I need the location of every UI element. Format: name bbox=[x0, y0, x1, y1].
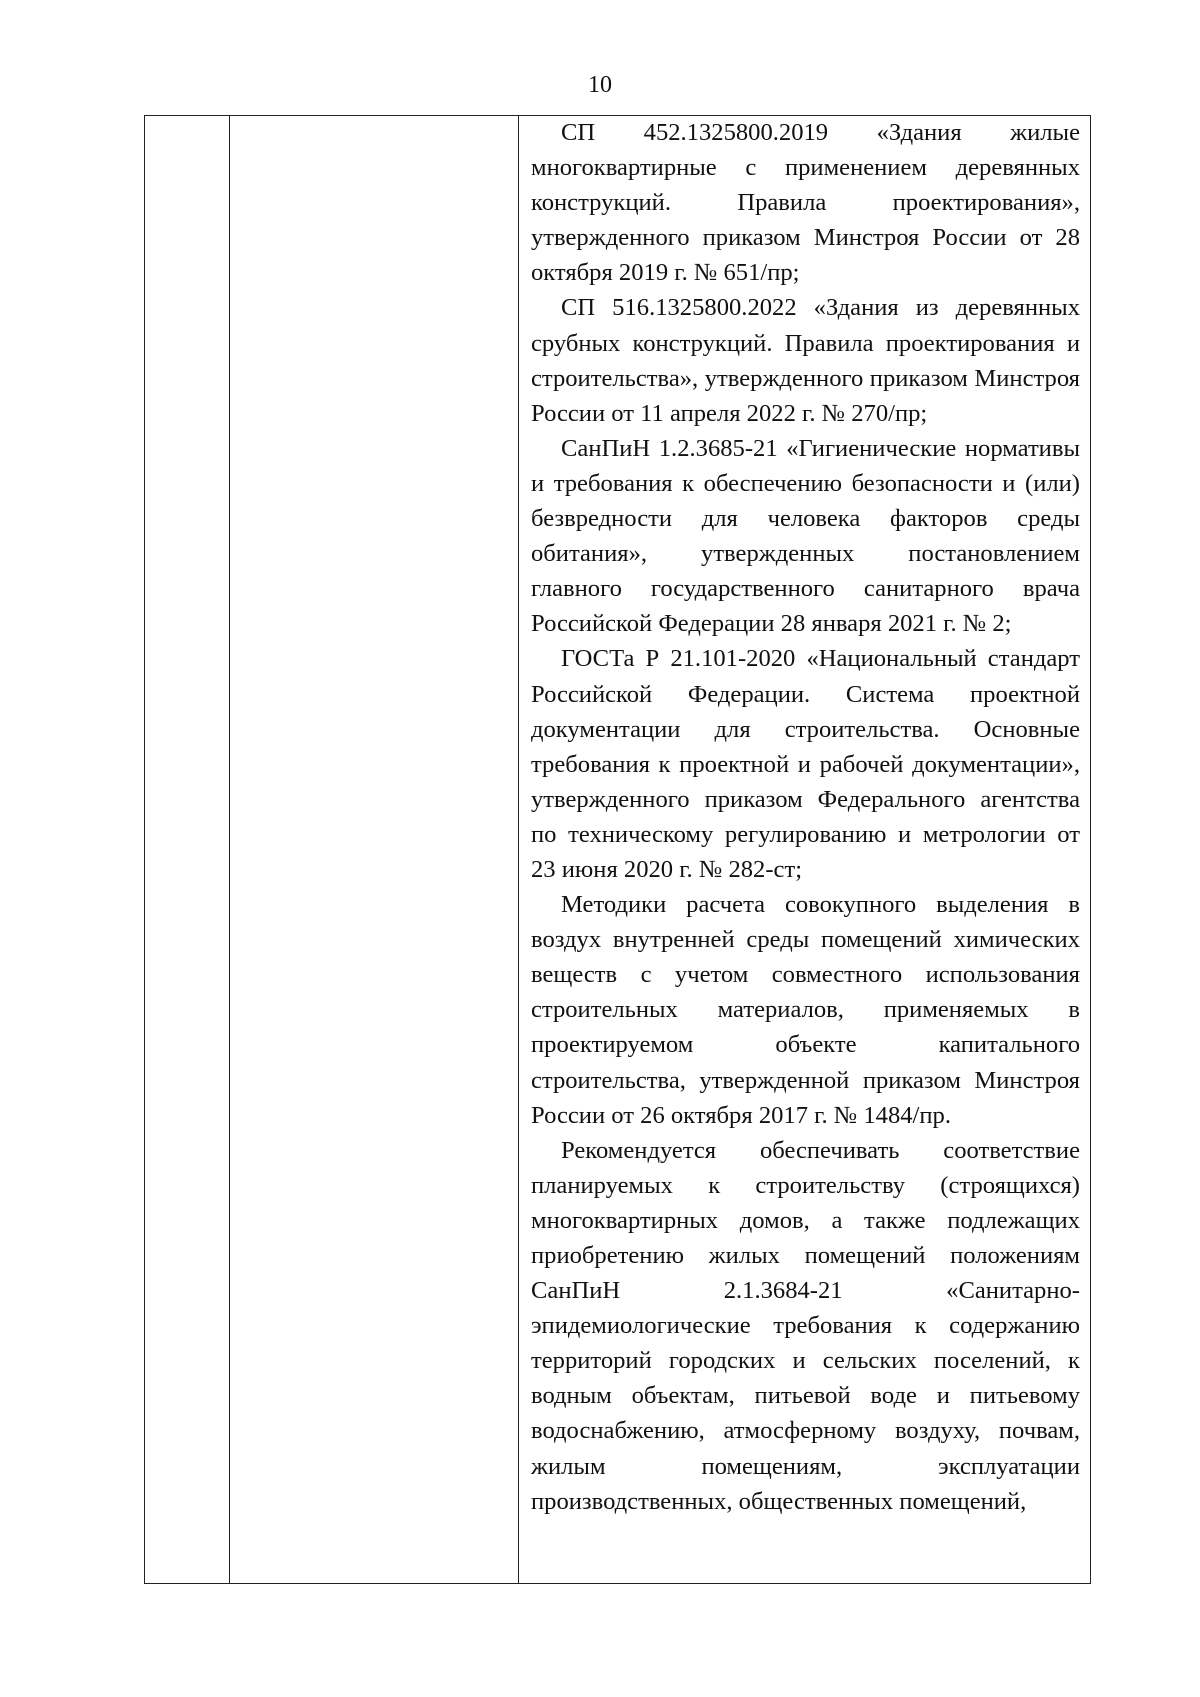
table-column-1 bbox=[145, 116, 230, 1583]
paragraph-gost-r-21-101: ГОСТа Р 21.101-2020 «Национальный стандарт Российской Федерации. Система проектной документации для строительства. Основные требования к проектной и рабочей документации», утвержденного приказом Федерального агентства по техническому регулированию и метрологии от 23 июня 2020 г. № 282-ст; bbox=[531, 645, 1080, 883]
table-column-3 bbox=[519, 116, 1090, 1583]
table-column-2 bbox=[230, 116, 519, 1583]
page-number: 10 bbox=[588, 72, 612, 98]
paragraph-method-calculation: Методики расчета совокупного выделения в воздух внутренней среды помещений химических веществ с учетом совместного использования строительных материалов, применяемых в проектируемом объекте капитального строительства, утвержденной приказом Минстроя России от 26 октября 2017 г. № 1484/пр. bbox=[531, 891, 1080, 1129]
document-table bbox=[144, 115, 1091, 1584]
paragraph-sp-516: СП 516.1325800.2022 «Здания из деревянных срубных конструкций. Правила проектирования и строительства», утвержденного приказом Минстроя России от 11 апреля 2022 г. № 270/пр; bbox=[531, 294, 1080, 427]
paragraph-sp-452: СП 452.1325800.2019 «Здания жилые многоквартирные с применением деревянных конструкций. Правила проектирования», утвержденного приказом Минстроя России от 28 октября 2019 г. № 651/пр; bbox=[531, 119, 1080, 287]
paragraph-recommendation: Рекомендуется обеспечивать соответствие планируемых к строительству (строящихся) многоквартирных домов, а также подлежащих приобретению жилых помещений положениям СанПиН 2.1.3684-21 «Санитарно-эпидемиологические требования к содержанию территорий городских и сельских поселений, к водным объектам, питьевой воде и питьевому водоснабжению, атмосферному воздуху, почвам, жилым помещениям, эксплуатации производственных, общественных помещений, bbox=[531, 1136, 1080, 1515]
paragraph-sanpin-1-2-3685: СанПиН 1.2.3685-21 «Гигиенические нормативы и требования к обеспечению безопасности и (или) безвредности для человека факторов среды обитания», утвержденных постановлением главного государственного санитарного врача Российской Федерации 28 января 2021 г. № 2; bbox=[531, 434, 1080, 638]
